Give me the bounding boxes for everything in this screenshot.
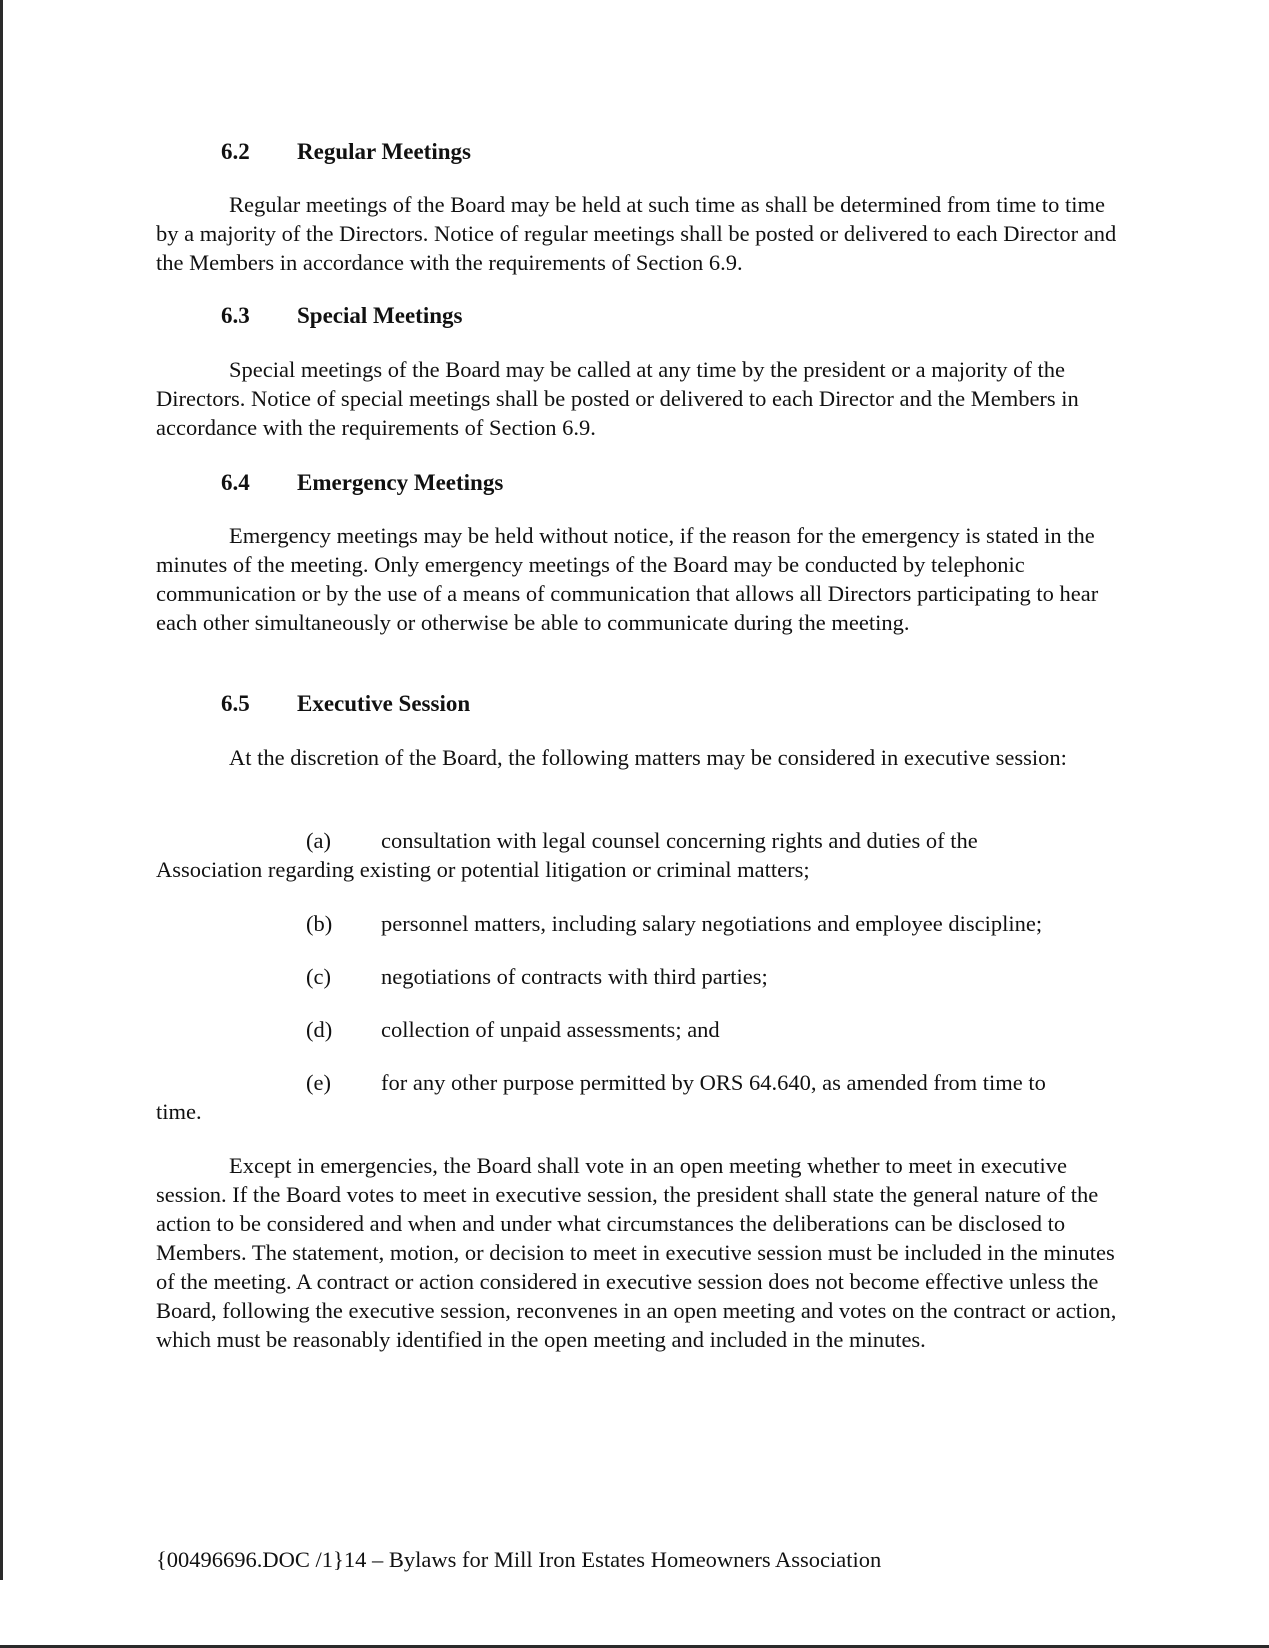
- list-item-e: [156, 1068, 1126, 1126]
- section-number: 6.3: [221, 303, 250, 328]
- list-item-continuation: Association regarding existing or potential litigation or criminal matters;: [156, 857, 810, 882]
- list-item-label: (d): [306, 1017, 333, 1042]
- section-title: Special Meetings: [297, 303, 463, 328]
- page-footer: {00496696.DOC /1}14 – Bylaws for Mill Iron Estates Homeowners Association: [156, 1547, 882, 1572]
- list-item-label: (c): [306, 964, 331, 989]
- section-number: 6.4: [221, 470, 250, 495]
- list-item-text: for any other purpose permitted by ORS 64.640, as amended from time to: [381, 1070, 1046, 1095]
- list-item-a: [156, 826, 1126, 884]
- section-title: Regular Meetings: [297, 139, 471, 164]
- section-title: Executive Session: [297, 691, 471, 716]
- section-intro-6-5: At the discretion of the Board, the following matters may be considered in executive session:: [229, 745, 1067, 770]
- list-item-d: [156, 1015, 1126, 1044]
- section-heading-6-5: [221, 689, 470, 718]
- list-item-b: [156, 909, 1126, 938]
- list-item-text: personnel matters, including salary negotiations and employee discipline;: [381, 911, 1043, 936]
- scan-edge-left: [0, 0, 3, 1580]
- list-item-label: (b): [306, 911, 333, 936]
- section-heading-6-3: [221, 301, 462, 330]
- list-item-label: (e): [306, 1070, 331, 1095]
- list-item-text: consultation with legal counsel concerning rights and duties of the: [381, 828, 978, 853]
- list-item-label: (a): [306, 828, 331, 853]
- section-body-6-2: Regular meetings of the Board may be held at such time as shall be determined from time to time by a majority of the Directors. Notice of regular meetings shall be posted or delivered to each Director and the Members in accordance with the requirements of Section 6.9.: [156, 192, 1117, 275]
- list-item-continuation: time.: [156, 1099, 202, 1124]
- section-body-6-4: Emergency meetings may be held without notice, if the reason for the emergency is stated in the minutes of the meeting. Only emergency meetings of the Board may be conducted by telephonic communication or by the use of a means of communication that allows all Directors participating to hear each other simultaneously or otherwise be able to communicate during the meeting.: [156, 523, 1099, 635]
- list-item-text: negotiations of contracts with third parties;: [381, 964, 768, 989]
- section-number: 6.2: [221, 139, 250, 164]
- section-body-6-3: Special meetings of the Board may be called at any time by the president or a majority of the Directors. Notice of special meetings shall be posted or delivered to each Director and the Members in accordance with the requirements of Section 6.9.: [156, 357, 1079, 440]
- section-heading-6-4: [221, 468, 503, 497]
- section-title: Emergency Meetings: [297, 470, 504, 495]
- section-closing-6-5: Except in emergencies, the Board shall vote in an open meeting whether to meet in executive session. If the Board votes to meet in executive session, the president shall state the general nature of the action to be considered and when and under what circumstances the deliberations can be disclosed to Members. The statement, motion, or decision to meet in executive session must be included in the minutes of the meeting. A contract or action considered in executive session does not become effective unless the Board, following the executive session, reconvenes in an open meeting and votes on the contract or action, which must be reasonably identified in the open meeting and included in the minutes.: [156, 1153, 1117, 1352]
- section-number: 6.5: [221, 691, 250, 716]
- list-item-c: [156, 962, 1126, 991]
- section-heading-6-2: [221, 137, 471, 166]
- list-item-text: collection of unpaid assessments; and: [381, 1017, 720, 1042]
